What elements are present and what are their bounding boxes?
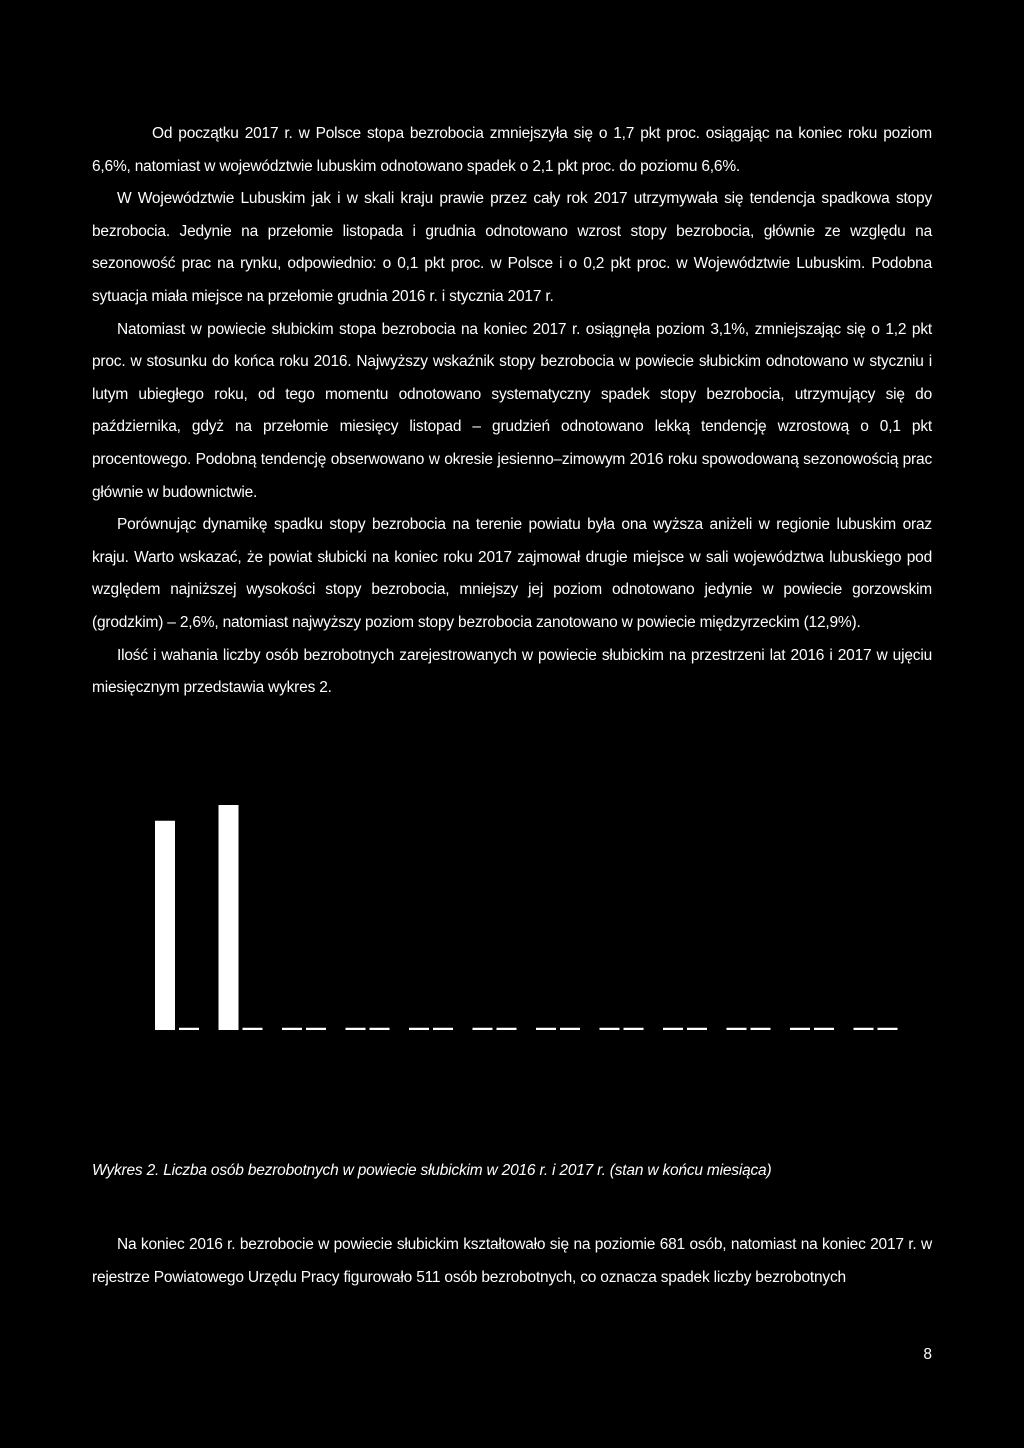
- chart-bar-11-1: [790, 1028, 810, 1030]
- chart-svg: [140, 790, 920, 1050]
- paragraph-6: Na koniec 2016 r. bezrobocie w powiecie słubickim kształtowało się na poziomie 681 osób, natomiast na koniec 2017 r. w rejestrze Powiatowego Urzędu Pracy figurowało 511 osób bezrobotnych, co oznacza spadek liczby bezrobotnych: [92, 1236, 932, 1286]
- chart-bar-10-2: [751, 1028, 771, 1030]
- chart-bar-7-1: [536, 1028, 556, 1030]
- chart-bar-2-1: [219, 805, 239, 1030]
- body-text-bottom: [92, 1229, 932, 1294]
- chart-bar-12-2: [878, 1028, 898, 1030]
- chart-bar-11-2: [814, 1028, 834, 1030]
- page-number: 8: [923, 1346, 932, 1363]
- chart-bar-9-1: [663, 1028, 683, 1030]
- paragraph-2: W Województwie Lubuskim jak i w skali kraju prawie przez cały rok 2017 utrzymywała się tendencja spadkowa stopy bezrobocia. Jedynie na przełomie listopada i grudnia odnotowano wzrost stopy bezrobocia, głównie ze względu na sezonowość prac na rynku, odpowiednio: o 0,1 pkt proc. w Polsce i o 0,2 pkt proc. w Województwie Lubuskim. Podobna sytuacja miała miejsce na przełomie grudnia 2016 r. i stycznia 2017 r.: [92, 190, 932, 305]
- paragraph-4: Porównując dynamikę spadku stopy bezrobocia na terenie powiatu była ona wyższa aniżeli w regionie lubuskim oraz kraju. Warto wskazać, że powiat słubicki na koniec roku 2017 zajmował drugie miejsce w sali województwa lubuskiego pod względem najniższej wysokości stopy bezrobocia, mniejszy jej poziom odnotowano jedynie w powiecie gorzowskim (grodzkim) – 2,6%, natomiast najwyższy poziom stopy bezrobocia zanotowano w powiecie międzyrzeckim (12,9%).: [92, 516, 932, 631]
- chart-bar-4-2: [370, 1028, 390, 1030]
- chart-bar-8-1: [600, 1028, 620, 1030]
- chart-bar-5-2: [433, 1028, 453, 1030]
- chart-bar-2-2: [243, 1028, 263, 1030]
- chart-bar-12-1: [854, 1028, 874, 1030]
- chart-bar-5-1: [409, 1028, 429, 1030]
- chart-bar-7-2: [560, 1028, 580, 1030]
- chart-wykres-2: [140, 790, 920, 1050]
- chart-bar-8-2: [624, 1028, 644, 1030]
- chart-bar-1-1: [155, 821, 175, 1030]
- chart-bar-6-2: [497, 1028, 517, 1030]
- paragraph-1: Od początku 2017 r. w Polsce stopa bezrobocia zmniejszyła się o 1,7 pkt proc. osiągając na koniec roku poziom 6,6%, natomiast w województwie lubuskim odnotowano spadek o 2,1 pkt proc. do poziomu 6,6%.: [92, 125, 932, 175]
- chart-bar-1-2: [179, 1028, 199, 1030]
- chart-bar-9-2: [687, 1028, 707, 1030]
- body-text: [92, 118, 932, 705]
- paragraph-3: Natomiast w powiecie słubickim stopa bezrobocia na koniec 2017 r. osiągnęła poziom 3,1%, zmniejszając się o 1,2 pkt proc. w stosunku do końca roku 2016. Najwyższy wskaźnik stopy bezrobocia w powiecie słubickim odnotowano w styczniu i lutym ubiegłego roku, od tego momentu odnotowano systematyczny spadek stopy bezrobocia, utrzymujący się do października, gdyż na przełomie miesięcy listopad – grudzień odnotowano lekką tendencję wzrostową o 0,1 pkt procentowego. Podobną tendencję obserwowano w okresie jesienno–zimowym 2016 roku spowodowaną sezonowością prac głównie w budownictwie.: [92, 320, 932, 501]
- chart-bar-3-2: [306, 1028, 326, 1030]
- chart-bar-6-1: [473, 1028, 493, 1030]
- paragraph-5: Ilość i wahania liczby osób bezrobotnych zarejestrowanych w powiecie słubickim na przestrzeni lat 2016 i 2017 w ujęciu miesięcznym przedstawia wykres 2.: [92, 646, 932, 697]
- chart-bar-10-1: [727, 1028, 747, 1030]
- chart-bar-3-1: [282, 1028, 302, 1030]
- chart-caption: Wykres 2. Liczba osób bezrobotnych w powiecie słubickim w 2016 r. i 2017 r. (stan w końcu miesiąca): [92, 1162, 772, 1179]
- chart-bar-4-1: [346, 1028, 366, 1030]
